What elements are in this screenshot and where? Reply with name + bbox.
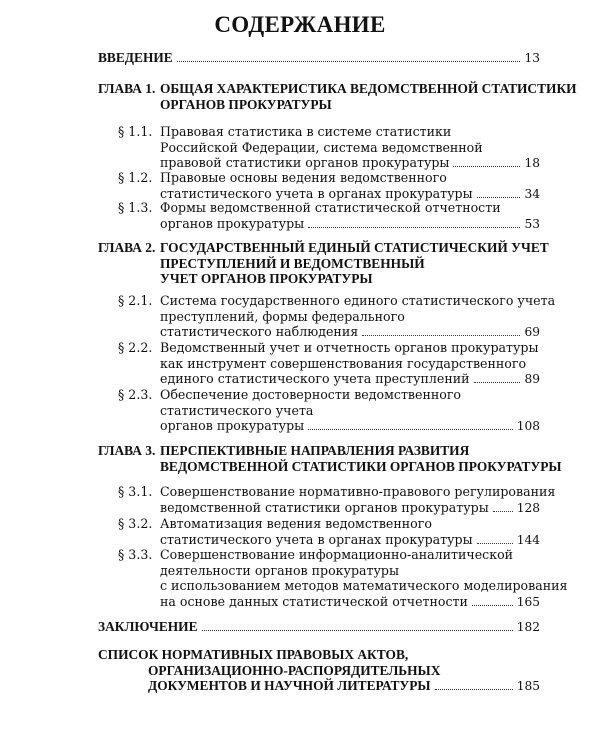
section-title-line: органов прокуратуры [160,418,305,433]
section-title-line: Обеспечение достоверности ведомственного [160,387,462,402]
dot-leader [477,197,521,198]
chapter-title-line: ПРЕСТУПЛЕНИЙ И ВЕДОМСТВЕННЫЙ [160,255,425,271]
toc-entry-section-1-2 [160,170,540,202]
section-title-line: с использованием методов математического моделирования [160,578,568,593]
page-number: 13 [524,51,540,65]
section-title-line: правовой статистики органов прокуратуры [160,155,450,170]
chapter-2-number: ГЛАВА 2. [98,240,156,255]
chapter-title-line: ГОСУДАРСТВЕННЫЙ ЕДИНЫЙ СТАТИСТИЧЕСКИЙ УЧЕТ [160,240,549,255]
page-number: 89 [524,372,540,386]
section-title-line: Правовые основы ведения ведомственного [160,170,447,185]
section-3-3-number: § 3.3. [118,547,153,562]
toc-entry-section-3-3 [160,547,568,610]
dot-leader [308,429,513,430]
section-2-3-number: § 2.3. [118,387,153,402]
page-number: 185 [516,679,540,693]
dot-leader [435,689,513,690]
chapter-3-title [160,443,562,474]
page-number: 53 [524,216,540,231]
references-title-line: ОРГАНИЗАЦИОННО-РАСПОРЯДИТЕЛЬНЫХ [148,662,441,678]
section-title-line: органов прокуратуры [160,215,305,231]
toc-entry-section-2-3 [160,387,540,435]
section-title-line: статистического учета [160,402,314,418]
dot-leader [477,543,513,544]
introduction-label: ВВЕДЕНИЕ [98,50,173,65]
dot-leader [177,61,521,62]
section-title-line: ведомственной статистики органов прокуратуры [160,499,489,515]
page-title: СОДЕРЖАНИЕ [214,12,386,37]
toc-entry-section-1-1 [160,124,540,172]
section-title-line: Совершенствование информационно-аналитической [160,547,514,562]
section-1-1-number: § 1.1. [118,124,153,139]
chapter-1-title [160,81,577,112]
references-title-line: СПИСОК НОРМАТИВНЫХ ПРАВОВЫХ АКТОВ, [98,647,409,662]
toc-entry-references [148,663,540,695]
section-title-line: Совершенствование нормативно-правового регулирования [160,484,556,499]
section-title-line: Российской Федерации, система ведомственной [160,139,483,155]
chapter-title-line: ВЕДОМСТВЕННОЙ СТАТИСТИКИ ОРГАНОВ ПРОКУРАТУРЫ [160,458,562,474]
section-title-line: Автоматизация ведения ведомственного [160,516,432,531]
chapter-title-line: УЧЕТ ОРГАНОВ ПРОКУРАТУРЫ [160,271,373,286]
section-3-2-number: § 3.2. [118,516,153,531]
chapter-title-line: ПЕРСПЕКТИВНЫЕ НАПРАВЛЕНИЯ РАЗВИТИЯ [160,443,470,458]
toc-entry-section-3-2 [160,516,540,548]
chapter-title-line: ОРГАНОВ ПРОКУРАТУРЫ [160,96,332,112]
page-number: 18 [524,156,540,170]
toc-entry-conclusion [98,619,540,636]
section-2-2-number: § 2.2. [118,340,153,355]
toc-entry-section-1-3 [160,200,540,232]
section-title-line: Система государственного единого статистического учета [160,293,556,308]
chapter-2-title [160,240,549,287]
page-number: 128 [516,500,540,515]
chapter-title-line: ОБЩАЯ ХАРАКТЕРИСТИКА ВЕДОМСТВЕННОЙ СТАТИСТИКИ [160,81,577,96]
section-title-line: преступлений, формы федерального [160,308,405,324]
dot-leader [474,382,521,383]
section-title-line: статистического учета в органах прокуратуры [160,185,473,201]
section-2-1-number: § 2.1. [118,293,153,308]
dot-leader [472,605,513,606]
toc-entry-section-3-1 [160,484,556,516]
dot-leader [362,335,520,336]
section-title-line: на основе данных статистической отчетности [160,593,468,609]
section-title-line: Формы ведомственной статистической отчетности [160,200,501,215]
page-number: 144 [516,532,540,547]
page-number: 34 [524,186,540,201]
section-title-line: как инструмент совершенствования государственного [160,355,527,371]
toc-entry-section-2-1 [160,293,556,341]
section-1-3-number: § 1.3. [118,200,153,215]
dot-leader [493,511,513,512]
toc-entry-introduction [98,50,540,67]
section-title-line: статистического учета в органах прокуратуры [160,531,473,547]
section-3-1-number: § 3.1. [118,484,153,499]
references-title-line: ДОКУМЕНТОВ И НАУЧНОЙ ЛИТЕРАТУРЫ [148,678,431,693]
page-number: 108 [516,419,540,433]
page-number: 182 [516,620,540,634]
page-number: 69 [524,325,540,339]
chapter-3-number: ГЛАВА 3. [98,443,156,458]
section-1-2-number: § 1.2. [118,170,153,185]
section-title-line: Ведомственный учет и отчетность органов прокуратуры [160,340,539,355]
section-title-line: Правовая статистика в системе статистики [160,124,452,139]
section-title-line: деятельности органов прокуратуры [160,562,399,578]
section-title-line: единого статистического учета преступлений [160,371,470,386]
dot-leader [453,166,520,167]
dot-leader [202,630,513,631]
section-title-line: статистического наблюдения [160,324,359,339]
toc-entry-references-line-1 [98,647,540,663]
toc-entry-section-2-2 [160,340,540,388]
page-number: 165 [516,594,540,609]
chapter-1-number: ГЛАВА 1. [98,81,156,96]
conclusion-label: ЗАКЛЮЧЕНИЕ [98,619,198,634]
dot-leader [308,227,520,228]
